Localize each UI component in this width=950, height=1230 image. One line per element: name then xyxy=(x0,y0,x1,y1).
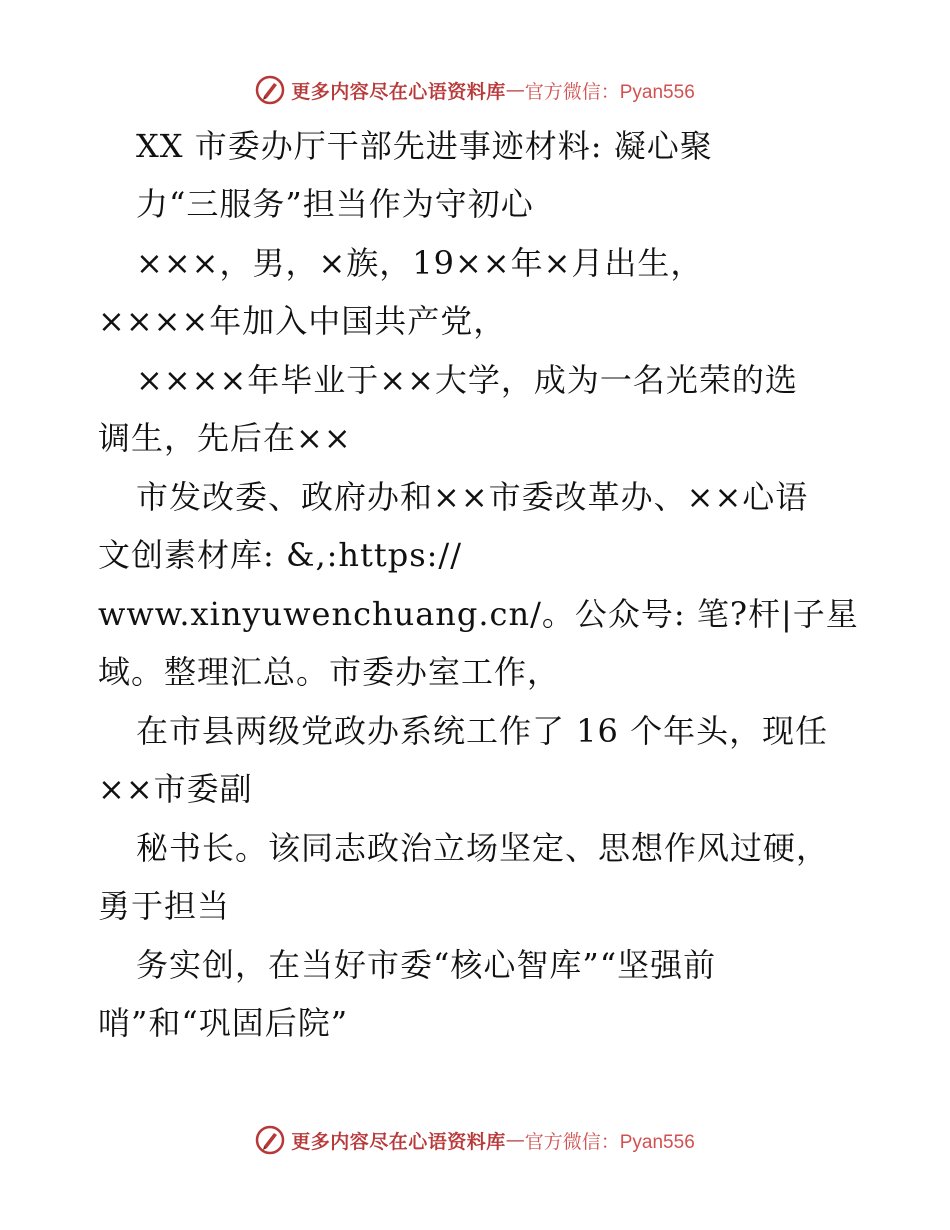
doc-line: 务实创，在当好市委“核心智库”“坚强前 xyxy=(136,946,717,984)
footer-banner xyxy=(0,1120,950,1160)
banner-separator: — xyxy=(505,1129,525,1151)
doc-line: 勇于担当 xyxy=(98,887,231,925)
banner-wechat: 官方微信：Pyan556 xyxy=(524,1131,695,1153)
banner-separator: — xyxy=(505,79,525,101)
doc-line: 域。整理汇总。市委办室工作， xyxy=(98,653,561,691)
doc-line: ×××，男，×族，19××年×月出生， xyxy=(136,244,704,282)
banner-title: 更多内容尽在心语资料库 xyxy=(291,1130,506,1153)
doc-line: ××××年毕业于××大学，成为一名光荣的选 xyxy=(136,361,798,399)
doc-title-line-1: XX 市委办厅干部先进事迹材料: 凝心聚 xyxy=(136,127,713,165)
pen-logo-icon xyxy=(255,75,285,105)
doc-line: ××市委副 xyxy=(98,770,253,808)
doc-line: 秘书长。该同志政治立场坚定、思想作风过硬， xyxy=(136,829,830,867)
doc-line: ××××年加入中国共产党， xyxy=(98,302,507,340)
doc-line: 文创素材库: &,:https:// xyxy=(98,536,462,574)
doc-line: www.xinyuwenchuang.cn/。公众号: 笔?杆|子星 xyxy=(98,595,859,633)
header-banner xyxy=(0,70,950,110)
doc-line: 在市县两级党政办系统工作了 16 个年头，现任 xyxy=(136,712,829,750)
doc-title-line-2: 力“三服务”担当作为守初心 xyxy=(136,185,534,223)
doc-line: 哨”和“巩固后院” xyxy=(98,1004,349,1042)
banner-title: 更多内容尽在心语资料库 xyxy=(291,80,506,103)
doc-line: 市发改委、政府办和××市委改革办、××心语 xyxy=(136,478,809,516)
pen-logo-icon xyxy=(255,1125,285,1155)
banner-wechat: 官方微信：Pyan556 xyxy=(524,81,695,103)
doc-line: 调生，先后在×× xyxy=(98,419,352,457)
